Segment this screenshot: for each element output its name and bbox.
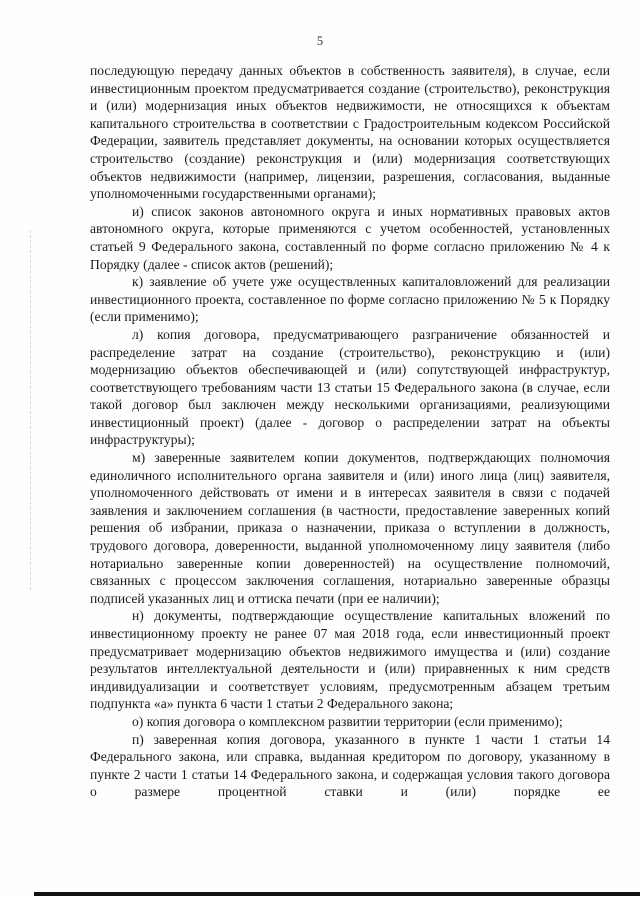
paragraph-item-l: л) копия договора, предусматривающего разграничение обязанностей и распределение затрат на создание (строительство), реконструкцию и (или) модернизацию объектов обеспечивающей и (или) сопутствующей инфраструктур, соответствующего требованиям части 13 статьи 15 Федерального закона (в случае, если такой договор был заключен между несколькими организациями, реализующими инвестиционный проект) (далее - договор о распределении затрат на объекты инфраструктуры); [90, 326, 610, 448]
scan-margin-line [30, 230, 32, 590]
paragraph-item-i: и) список законов автономного округа и иных нормативных правовых актов автономного округа, которые применяются с учетом особенностей, установленных статьей 9 Федерального закона, составленный по форме согласно приложению № 4 к Порядку (далее - список актов (решений); [90, 203, 610, 272]
scan-bottom-margin [0, 896, 640, 905]
paragraph-item-n: н) документы, подтверждающие осуществление капитальных вложений по инвестиционному проекту не ранее 07 мая 2018 года, если инвестиционный проект предусматривает модернизацию объектов недвижимого имущества и (или) создание результатов интеллектуальной деятельности и (или) приравненных к ним средств индивидуализации и соответствует условиям, предусмотренным абзацем третьим подпункта «а» пункта 6 части 1 статьи 2 Федерального закона; [90, 608, 610, 712]
page-number: 5 [316, 34, 324, 48]
paragraph-continuation: последующую передачу данных объектов в собственность заявителя), в случае, если инвестиционным проектом предусматривается создание (строительство), реконструкция и (или) модернизация иных объектов недвижимости, не относящихся к объектам капитального строительства в соответствии с Градостроительным кодексом Российской Федерации, заявитель представляет документы, на основании которых осуществляется строительство (создание) реконструкция и (или) модернизация соответствующих объектов недвижимости (например, лицензии, разрешения, согласования, выданные уполномоченными государственными органами); [90, 63, 610, 202]
page-body [90, 62, 610, 801]
paragraph-item-p: п) заверенная копия договора, указанного в пункте 1 части 1 статьи 14 Федерального закона, или справка, выданная кредитором по договору, указанному в пункте 2 части 1 статьи 14 Федерального закона, и содержащая условия такого договора о размере процентной ставки и (или) порядке ее [90, 731, 610, 800]
paragraph-item-k: к) заявление об учете уже осуществленных капиталовложений для реализации инвестиционного проекта, составленное по форме согласно приложению № 5 к Порядку (если применимо); [90, 274, 610, 325]
paragraph-item-o: о) копия договора о комплексном развитии территории (если применимо); [132, 713, 563, 729]
paragraph-item-m: м) заверенные заявителем копии документов, подтверждающих полномочия единоличного исполнительного органа заявителя и (или) иного лица (лиц) заявителя, уполномоченного действовать от имени и в интересах заявителя в связи с подачей заявления и заключением соглашения (в частности, предоставление заверенных копий решения об избрании, приказа о назначении, приказа о вступлении в должность, трудового договора, доверенности, выданной уполномоченному лицу заявителя (либо нотариально заверенные копии доверенностей) на осуществление полномочий, связанных с процессом заключения соглашения, нотариально заверенные образцы подписей указанных лиц и оттиска печати (при ее наличии); [90, 450, 610, 606]
